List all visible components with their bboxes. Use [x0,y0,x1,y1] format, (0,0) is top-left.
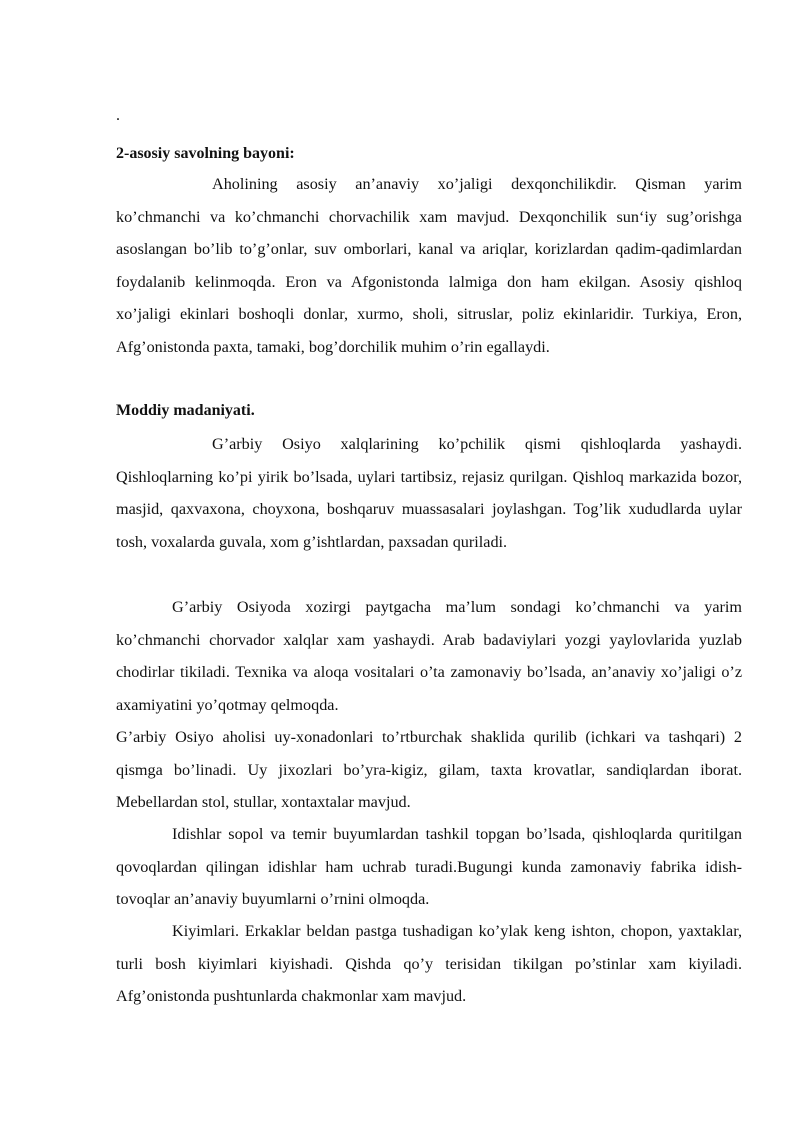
section-heading-material-culture: Moddiy madaniyati. [116,402,255,419]
paragraph-nomads: G’arbiy Osiyoda xozirgi paytgacha ma’lum sondagi ko’chmanchi va yarim ko’chmanchi chorvador xalqlar xam yashaydi. Arab badaviylari yozgi yaylovlarida yuzlab chodirlar tikiladi. Texnika va aloqa vositalari o’ta zamonaviy bo’lsada, an’anaviy xo’jaligi o’z axamiyatini yo’qotmay qelmoqda. [116,598,742,714]
paragraph-villages: G’arbiy Osiyo xalqlarining ko’pchilik qismi qishloqlarda yashaydi. Qishloqlarning ko’pi yirik bo’lsada, uylari tartibsiz, rejasiz qurilgan. Qishloq markazida bozor, masjid, qaxvaxona, choyxona, boshqaruv muassasalari joylashgan. Tog’lik xududlarda uylar tosh, voxalarda guvala, xom g’ishtlardan, paxsadan quriladi. [116,435,742,551]
paragraph-economy: Aholining asosiy an’anaviy xo’jaligi dexqonchilikdir. Qisman yarim ko’chmanchi va ko’chmanchi chorvachilik xam mavjud. Dexqonchilik sun‘iy sug’orishga asoslangan bo’lib to’g’onlar, suv omborlari, kanal va ariqlar, korizlardan qadim-qadimlardan foydalanib kelinmoqda. Eron va Afgonistonda lalmiga don ham ekilgan. Asosiy qishloq xo’jaligi ekinlari boshoqli donlar, xurmo, sholi, sitruslar, poliz ekinlaridir. Turkiya, Eron, Afg’onistonda paxta, tamaki, bog’dorchilik muhim o’rin egallaydi. [116,175,742,356]
paragraph-dwellings: G’arbiy Osiyo aholisi uy-xonadonlari to’rtburchak shaklida qurilib (ichkari va tashqari) 2 qismga bo’linadi. Uy jixozlari bo’yra-kigiz, gilam, taxta krovatlar, sandiqlardan iborat. Mebellardan stol, stullar, xontaxtalar mavjud. [116,728,742,811]
paragraph-dishes: Idishlar sopol va temir buyumlardan tashkil topgan bo’lsada, qishloqlarda quritilgan qovoqlardan qilingan idishlar ham uchrab turadi.Bugungi kunda zamonaviy fabrika idish-tovoqlar an’anaviy buyumlarni o’rnini olmoqda. [116,825,742,908]
paragraph-clothing: Kiyimlari. Erkaklar beldan pastga tushadigan ko’ylak keng ishton, chopon, yaxtaklar, turli bosh kiyimlari kiyishadi. Qishda qo’y terisidan tikilgan po’stinlar xam kiyiladi. Afg’onistonda pushtunlarda chakmonlar xam mavjud. [116,922,742,1005]
page-marker: . [116,107,120,124]
section-heading-main-question: 2-asosiy savolning bayoni: [116,145,295,162]
